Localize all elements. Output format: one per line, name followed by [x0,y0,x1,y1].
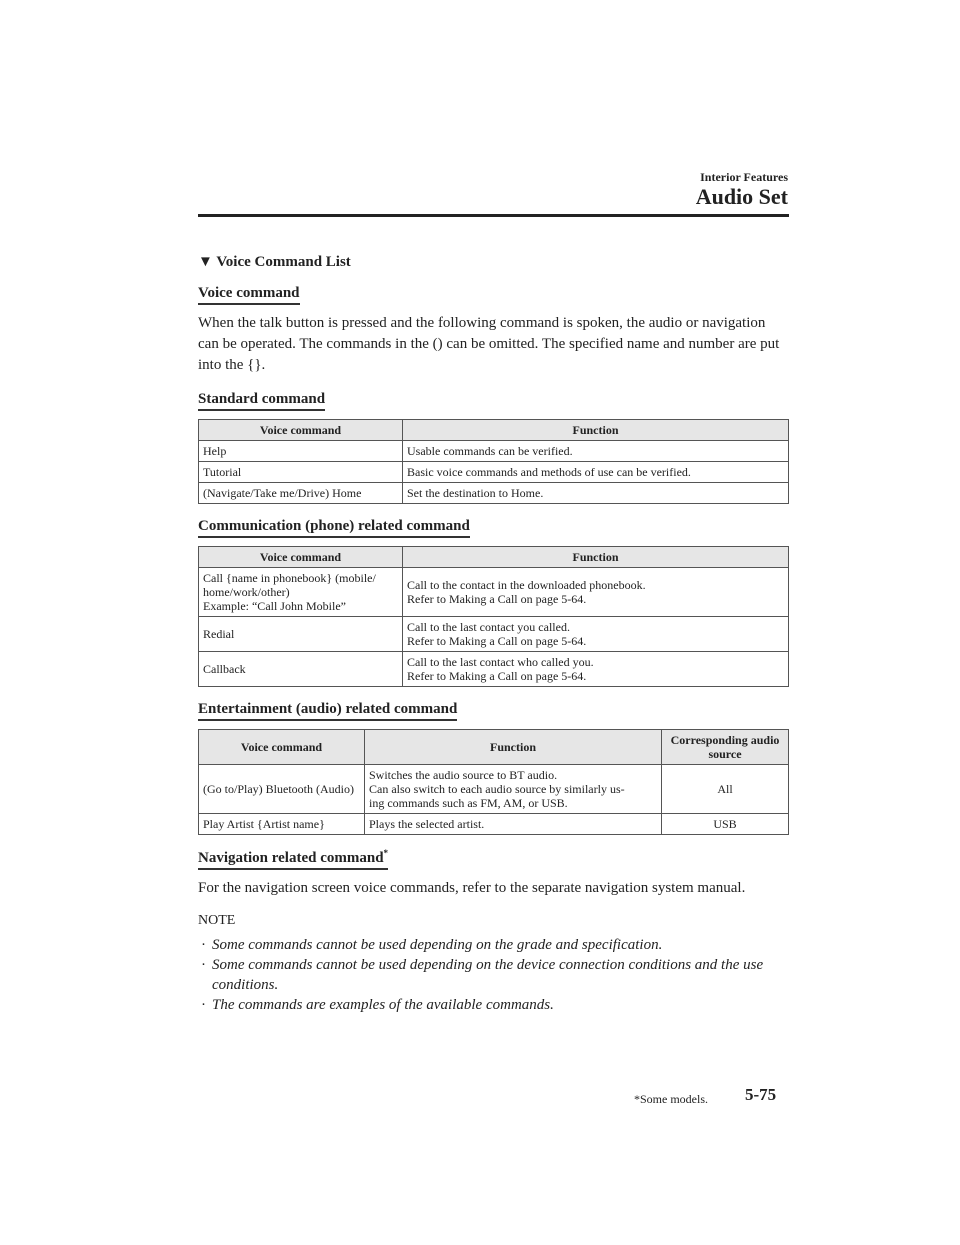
table-cell [365,765,662,814]
cell-line: Callback [203,662,246,676]
bullet-icon: · [201,937,206,953]
table-cell [199,652,403,687]
bullet-icon: · [201,957,206,973]
table-cell [199,568,403,617]
table-cell: Play Artist {Artist name} [199,814,365,835]
table-cell [403,568,789,617]
triangle-marker-icon: ▼ [198,254,213,270]
table-cell: Basic voice commands and methods of use can be verified. [403,462,789,483]
table-row [199,652,789,687]
note-item [198,995,789,1015]
entertainment-command-heading: Entertainment (audio) related command [198,701,457,721]
column-header: Voice command [199,547,403,568]
footnote: *Some models. [634,1092,708,1106]
column-header: Function [403,547,789,568]
note-label: NOTE [198,913,236,928]
note-text: The commands are examples of the available commands. [212,997,554,1013]
column-header: Corresponding audio source [662,730,789,765]
table-row [199,462,789,483]
cell-line: Can also switch to each audio source by similarly us- [369,782,625,796]
column-header: Function [365,730,662,765]
table-cell: Set the destination to Home. [403,483,789,504]
table-cell [365,814,662,835]
table-cell: USB [662,814,789,835]
table-cell [199,617,403,652]
table-row [199,617,789,652]
note-text: Some commands cannot be used depending on the grade and specification. [212,937,663,953]
communication-command-table [198,546,789,687]
cell-line: Refer to Making a Call on page 5-64. [407,592,587,606]
note-text: Some commands cannot be used depending on the device connection conditions and the use conditions. [212,957,764,993]
table-row [199,568,789,617]
table-row [199,765,789,814]
column-header: Voice command [199,730,365,765]
bullet-icon: · [201,997,206,1013]
table-cell: (Go to/Play) Bluetooth (Audio) [199,765,365,814]
communication-command-heading: Communication (phone) related command [198,518,470,538]
cell-line: home/work/other) [203,585,290,599]
voice-command-heading: Voice command [198,285,300,305]
cell-line: Plays the selected artist. [369,817,485,831]
cell-line: Redial [203,627,235,641]
cell-line: Call to the contact in the downloaded phonebook. [407,578,646,592]
table-row [199,483,789,504]
page-content [198,254,789,1015]
header-title: Audio Set [695,184,788,209]
section-title-text: Voice Command List [216,254,351,270]
note-item [198,935,789,955]
table-row [199,441,789,462]
cell-line: Call to the last contact you called. [407,620,570,634]
intro-paragraph: When the talk button is pressed and the following command is spoken, the audio or navigation can be operated. The commands in the () can be omitted. The specified name and number are put into the {}. [198,315,780,373]
section-title [198,254,789,271]
note-item [198,955,789,995]
table-cell: Usable commands can be verified. [403,441,789,462]
cell-line: Switches the audio source to BT audio. [369,768,558,782]
navigation-paragraph: For the navigation screen voice commands, refer to the separate navigation system manual. [198,880,746,896]
standard-command-heading: Standard command [198,391,325,411]
cell-line: Refer to Making a Call on page 5-64. [407,669,587,683]
asterisk-mark: * [383,848,389,858]
header-rule [198,214,789,217]
cell-line: ing commands such as FM, AM, or USB. [369,796,568,810]
table-cell [403,652,789,687]
table-cell: All [662,765,789,814]
column-header: Function [403,420,789,441]
navigation-command-heading [198,848,388,870]
table-cell: Help [199,441,403,462]
cell-line: Example: “Call John Mobile” [203,599,346,613]
navigation-heading-text: Navigation related command [198,850,384,866]
entertainment-command-table [198,729,789,835]
table-cell: (Navigate/Take me/Drive) Home [199,483,403,504]
page-number: 5-75 [745,1085,777,1104]
cell-line: Call {name in phonebook} (mobile/ [203,571,376,585]
table-cell: Tutorial [199,462,403,483]
column-header: Voice command [199,420,403,441]
standard-command-table [198,419,789,504]
cell-line: Refer to Making a Call on page 5-64. [407,634,587,648]
header-section: Interior Features [700,170,788,184]
cell-line: Call to the last contact who called you. [407,655,594,669]
table-cell [403,617,789,652]
table-row [199,814,789,835]
